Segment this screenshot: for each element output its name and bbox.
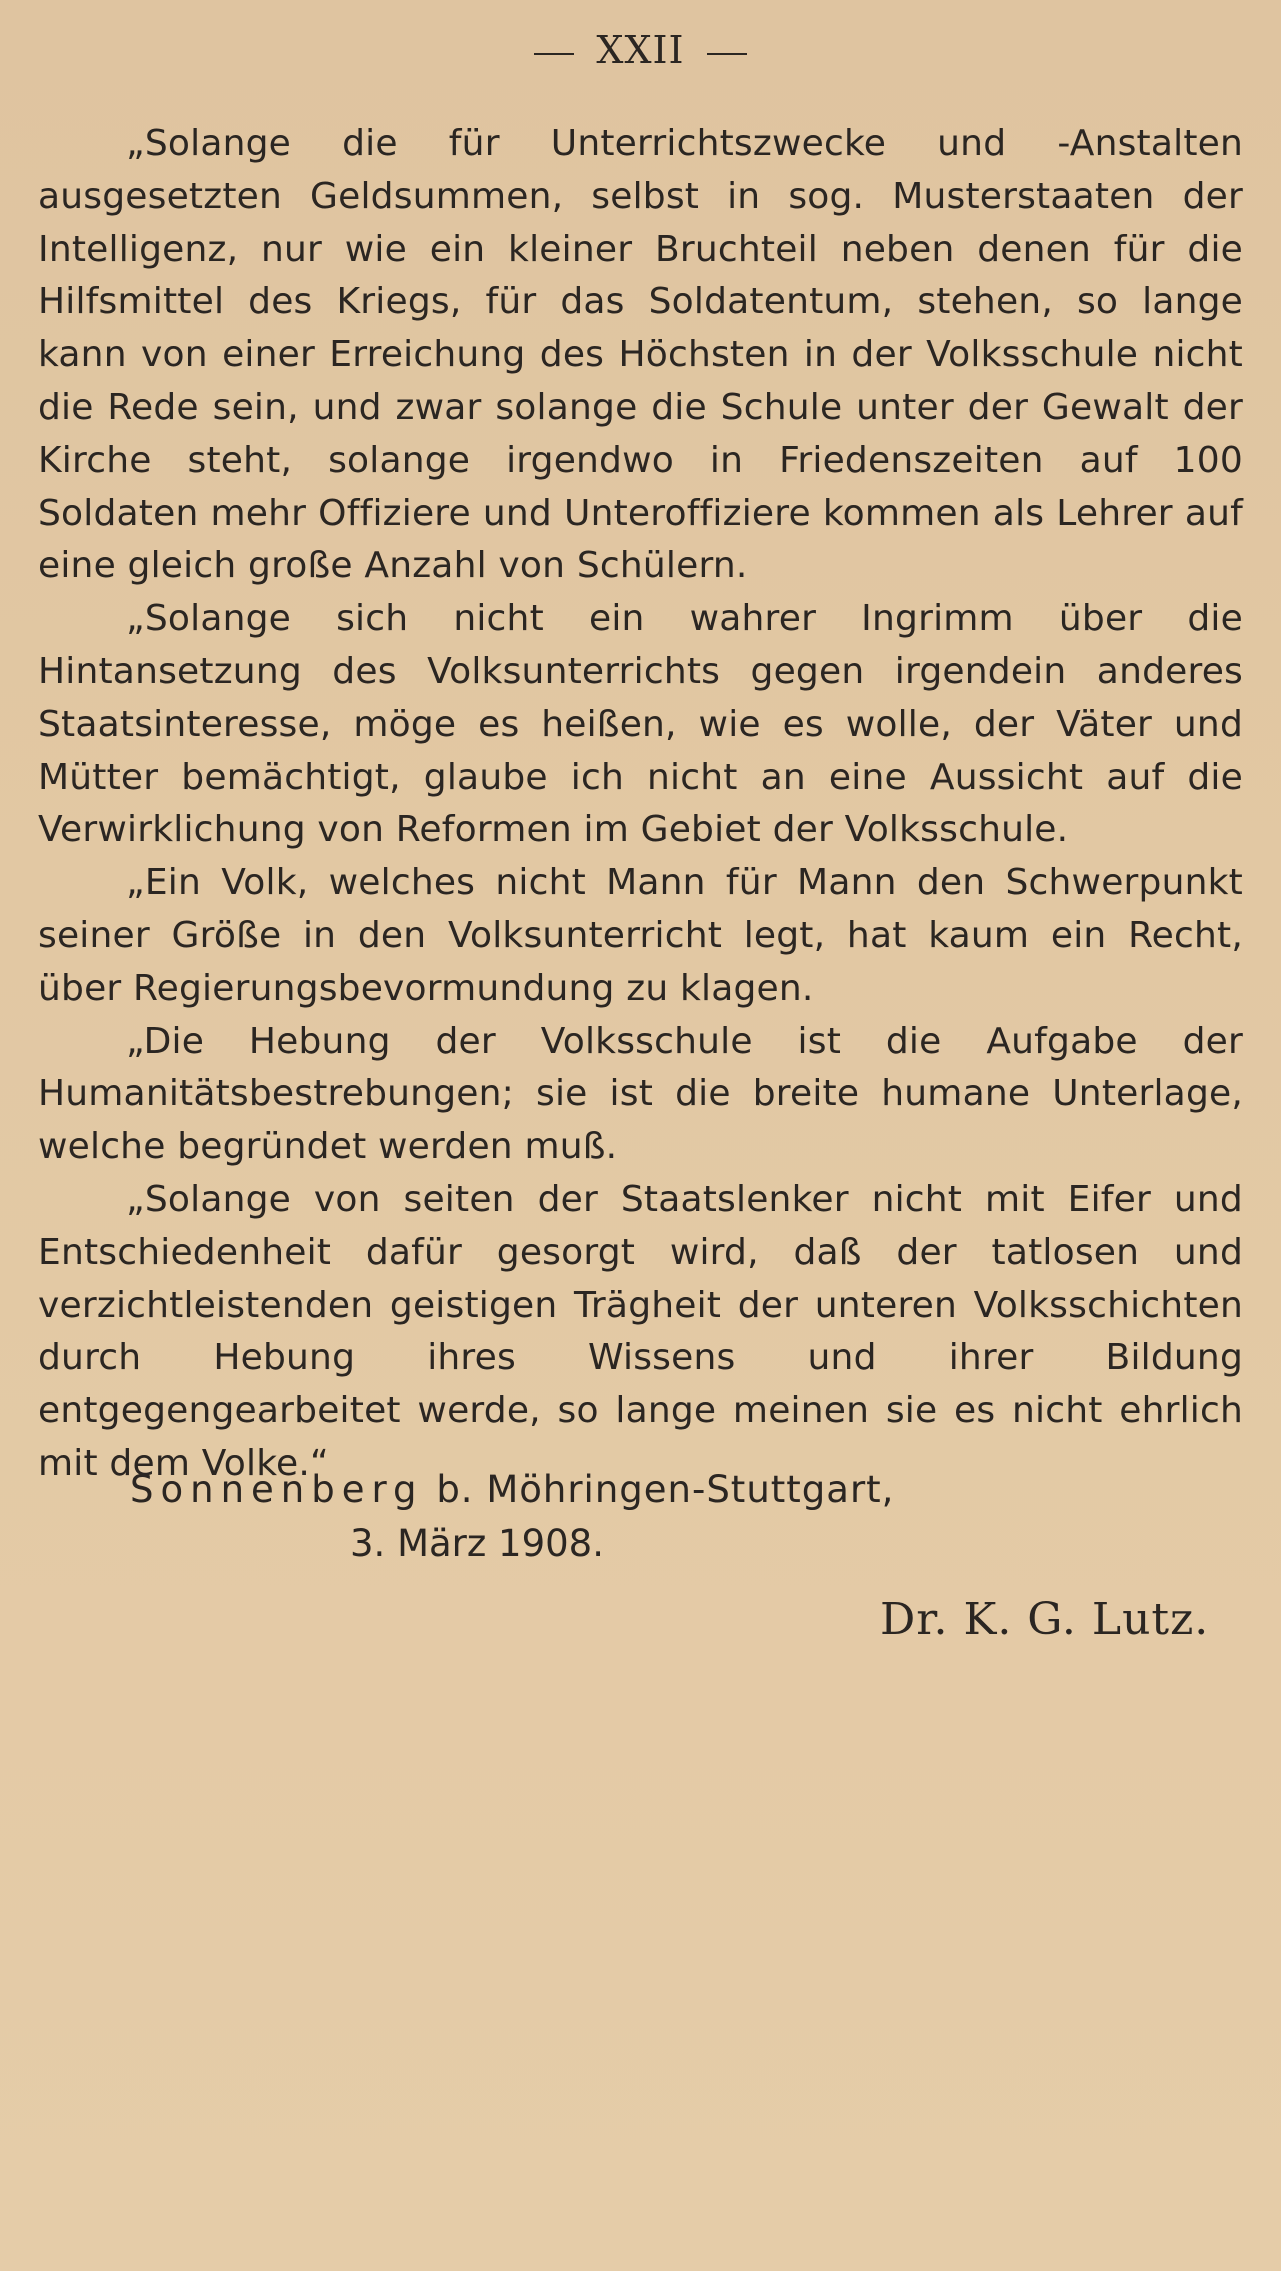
body-text [38, 118, 1243, 1491]
paragraph-3: „Ein Volk, welches nicht Mann für Mann den Schwerpunkt seiner Größe in den Volksunterricht legt, hat kaum ein Recht, über Regierungsbevormundung zu klagen. [38, 862, 1243, 1009]
header-dash-left [534, 53, 574, 55]
place-line [130, 1468, 894, 1511]
place-name: Sonnenberg [130, 1468, 424, 1511]
signature: Dr. K. G. Lutz. [880, 1594, 1210, 1645]
paragraph-5: „Solange von seiten der Staatslenker nicht mit Eifer und Entschiedenheit dafür gesorgt wird, daß der tatlosen und verzichtleistenden geistigen Trägheit der unteren Volksschichten durch Hebung ihres Wissens und ihrer Bildung entgegengearbeitet werde, so lange meinen sie es nicht ehrlich mit dem Volke.“ [38, 1178, 1243, 1484]
header-dash-right [707, 53, 747, 55]
date-line: 3. März 1908. [350, 1522, 604, 1565]
place-rest: b. Möhringen-Stuttgart, [436, 1468, 895, 1511]
paragraph-2: „Solange sich nicht ein wahrer Ingrimm über die Hintansetzung des Volksunterrichts gegen irgendein anderes Staatsinteresse, möge es heißen, wie es wolle, der Väter und Mütter bemächtigt, glaube ich nicht an eine Aussicht auf die Verwirklichung von Reformen im Gebiet der Volksschule. [38, 598, 1243, 851]
page-header [0, 28, 1281, 72]
page-number: XXII [596, 28, 685, 72]
paragraph-4: „Die Hebung der Volksschule ist die Aufgabe der Humanitätsbestrebungen; sie ist die breite humane Unterlage, welche begründet werden muß. [38, 1020, 1243, 1168]
paragraph-1: „Solange die für Unterrichtszwecke und -Anstalten ausgesetzten Geldsummen, selbst in sog. Musterstaaten der Intelligenz, nur wie ein kleiner Bruchteil neben denen für die Hilfsmittel des Kriegs, für das Soldatentum, stehen, so lange kann von einer Erreichung des Höchsten in der Volksschule nicht die Rede sein, und zwar solange die Schule unter der Gewalt der Kirche steht, solange irgendwo in Friedenszeiten auf 100 Soldaten mehr Offiziere und Unteroffiziere kommen als Lehrer auf eine gleich große Anzahl von Schülern. [38, 123, 1243, 587]
